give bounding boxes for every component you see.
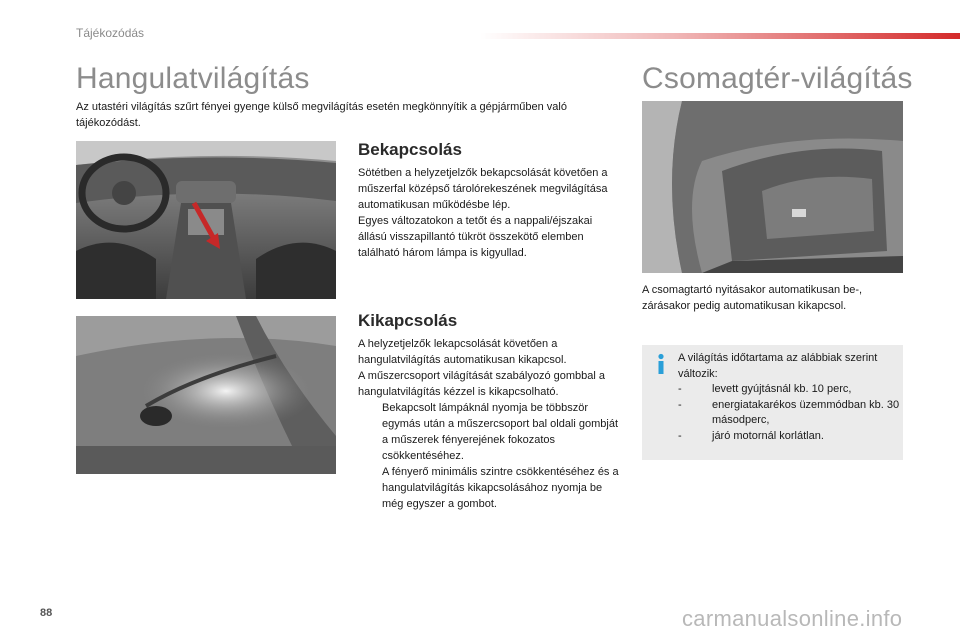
trunk-lighting-title: Csomagtér-világítás: [642, 62, 913, 95]
dash-mark: -: [678, 383, 682, 395]
ceiling-lamp-photo: [76, 316, 336, 474]
switch-on-paragraph: Egyes változatokon a tetőt és a nappali/éjszakai állású visszapillantó tükröt összekötő elemben található három lámpa is kigyullad.: [358, 215, 593, 259]
switch-on-paragraph: Sötétben a helyzetjelzők bekapcsolását követően a műszerfal középső tárolórekeszének megvilágítása automatikusan működésbe lép.: [358, 167, 608, 211]
section-label: Tájékozódás: [76, 26, 145, 40]
switch-off-bullet: [358, 464, 620, 512]
watermark: carmanualsonline.info: [682, 606, 903, 631]
info-item-text: levett gyújtásnál kb. 10 perc,: [712, 383, 852, 395]
mood-lighting-title: Hangulatvilágítás: [76, 62, 310, 95]
switch-off-bullet: [358, 400, 620, 464]
info-item: [678, 382, 900, 398]
dashboard-photo: [76, 141, 336, 299]
bullet-text: Bekapcsolt lámpáknál nyomja be többször egymás után a műszercsoport bal oldali gombját a műszerek fényerejének fokozatos csökkentéséhez.: [382, 402, 619, 462]
info-box: [642, 345, 903, 460]
switch-off-text: [358, 336, 620, 512]
switch-off-title: Kikapcsolás: [358, 311, 458, 330]
switch-off-paragraph: A műszercsoport világítását szabályozó gombbal a hangulatvilágítás kézzel is kikapcsolható.: [358, 370, 606, 398]
page-number: 88: [40, 607, 53, 619]
switch-off-paragraph: A helyzetjelzők lekapcsolását követően a hangulatvilágítás automatikusan kikapcsol.: [358, 338, 567, 366]
info-intro: A világítás időtartama az alábbiak szerint változik:: [678, 352, 878, 380]
dash-mark: -: [678, 398, 682, 411]
trunk-lighting-text: A csomagtartó nyitásakor automatikusan be-, zárásakor pedig automatikusan kikapcsol.: [642, 284, 863, 312]
info-item: [678, 429, 900, 445]
info-text: [678, 351, 900, 444]
dash-mark: -: [678, 429, 682, 442]
info-icon: [654, 353, 668, 375]
mood-lighting-intro: Az utastéri világítás szűrt fényei gyenge külső megvilágítás esetén megkönnyítik a gépjárműben való tájékozódást.: [76, 101, 567, 129]
switch-on-title: Bekapcsolás: [358, 140, 462, 159]
header-accent-rule: [480, 33, 960, 39]
switch-on-text: [358, 165, 620, 261]
info-item: [678, 398, 900, 429]
bullet-text: A fényerő minimális szintre csökkentéséhez és a hangulatvilágítás kikapcsolásához nyomja be még egyszer a gombot.: [382, 466, 619, 510]
info-item-text: járó motornál korlátlan.: [712, 429, 824, 442]
info-item-text: energiatakarékos üzemmódban kb. 30 másodperc,: [712, 398, 900, 426]
trunk-photo: [642, 101, 903, 273]
